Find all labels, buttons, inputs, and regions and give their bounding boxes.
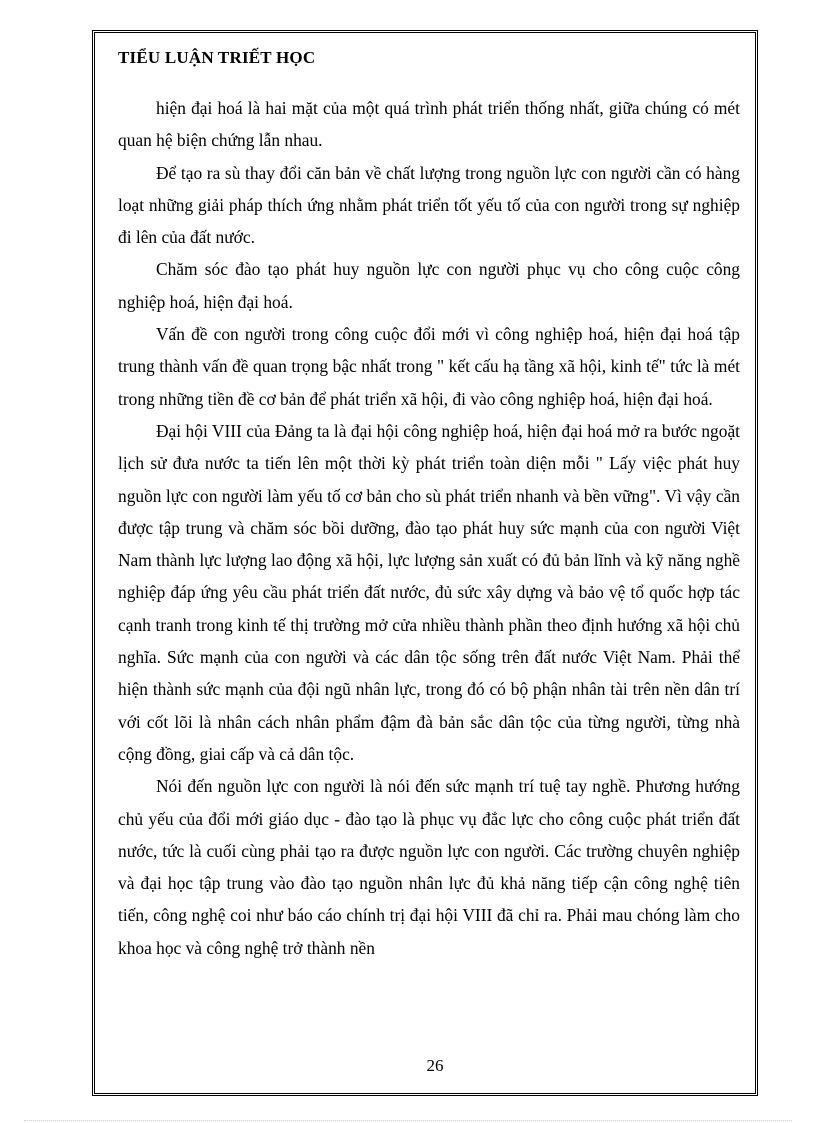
document-body [118, 92, 740, 964]
page-bottom-divider [24, 1120, 792, 1121]
page-number: 26 [426, 1056, 444, 1075]
paragraph-1: hiện đại hoá là hai mặt của một quá trình phát triển thống nhất, giữa chúng có mét quan hệ biện chứng lẫn nhau. [118, 98, 740, 151]
paragraph-5: Đại hội VIII của Đảng ta là đại hội công nghiệp hoá, hiện đại hoá mở ra bước ngoặt lịch sử đưa nước ta tiến lên một thời kỳ phát triển toàn diện mỗi " Lấy việc phát huy nguồn lực con người làm yếu tố cơ bản cho sù phát triển nhanh và bền vững". Vì vậy cần được tập trung và chăm sóc bồi dưỡng, đào tạo phát huy sức mạnh của con người Việt Nam thành lực lượng lao động xã hội, lực lượng sản xuất có đủ bản lĩnh và kỹ năng nghề nghiệp đáp ứng yêu cầu phát triển đất nước, đủ sức xây dựng và bảo vệ tổ quốc hợp tác cạnh tranh trong kinh tế thị trường mở cửa nhiều thành phần theo định hướng xã hội chủ nghĩa. Sức mạnh của con người và các dân tộc sống trên đất nước Việt Nam. Phải thể hiện thành sức mạnh của đội ngũ nhân lực, trong đó có bộ phận nhân tài trên nền dân trí với cốt lõi là nhân cách nhân phẩm đậm đà bản sắc dân tộc của từng người, từng nhà cộng đồng, giai cấp và cả dân tộc. [118, 420, 740, 764]
paragraph-2: Để tạo ra sù thay đổi căn bản về chất lượng trong nguồn lực con người cần có hàng loạt những giải pháp thích ứng nhằm phát triển tốt yếu tố của con người trong sự nghiệp đi lên của đất nước. [118, 162, 740, 248]
page-header-title: TIỂU LUẬN TRIẾT HỌC [118, 48, 316, 67]
paragraph-4: Vấn đề con người trong công cuộc đổi mới vì công nghiệp hoá, hiện đại hoá tập trung thành vấn đề quan trọng bậc nhất trong " kết cấu hạ tầng xã hội, kinh tế" tức là mét trong những tiền đề cơ bản để phát triển xã hội, đi vào công nghiệp hoá, hiện đại hoá. [118, 324, 740, 409]
paragraph-6: Nói đến nguồn lực con người là nói đến sức mạnh trí tuệ tay nghề. Phương hướng chủ yếu của đổi mới giáo dục - đào tạo là phục vụ đắc lực cho công cuộc phát triển đất nước, tức là cuối cùng phải tạo ra được nguồn lực con người. Các trường chuyên nghiệp và đại học tập trung vào đào tạo nguồn nhân lực đủ khả năng tiếp cận công nghệ tiên tiến, công nghệ coi như báo cáo chính trị đại hội VIII đã chỉ ra. Phải mau chóng làm cho khoa học và công nghệ trở thành nền [118, 776, 740, 958]
paragraph-3: Chăm sóc đào tạo phát huy nguồn lực con người phục vụ cho công cuộc công nghiệp hoá, hiện đại hoá. [118, 259, 740, 312]
